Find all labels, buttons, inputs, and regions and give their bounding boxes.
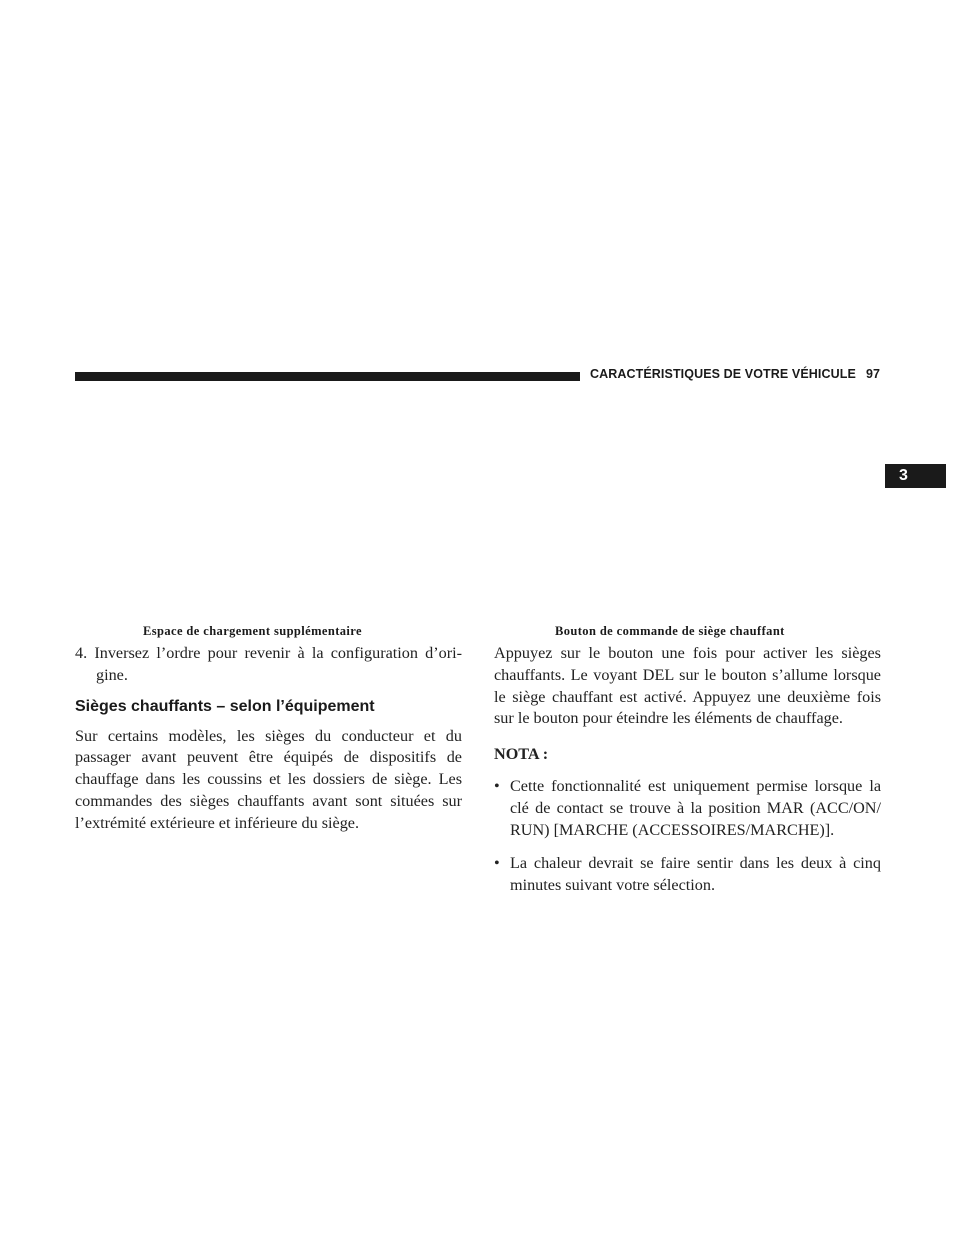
note-bullet [494,776,881,841]
running-header-title: CARACTÉRISTIQUES DE VOTRE VÉHICULE [590,367,856,381]
step-item [75,643,462,687]
header-rule [75,372,580,381]
figure-caption-left: Espace de chargement supplémentaire [143,624,362,638]
note-bullet [494,853,881,897]
bullet-marker: • [494,776,500,795]
body-paragraph: Appuyez sur le bouton une fois pour activer les sièges chauffants. Le voyant DEL sur le bouton s’allume lorsque le siège chauffant est activé. Appuyez une deuxième fois sur le bouton pour éteindre les éléments de chauffage. [494,644,881,728]
body-paragraph: Sur certains modèles, les sièges du conducteur et du passager avant peuvent être équipés de dispositifs de chauffage dans les coussins et les dossiers de siège. Les commandes des sièges chauffants avant sont situées sur l’extrémité extérieure et inférieure du siège. [75,726,462,832]
section-heading: Sièges chauffants – selon l’équipement [75,697,375,715]
right-column [494,643,881,897]
step-text: Inversez l’ordre pour revenir à la configuration d’ori-gine. [94,644,462,684]
page-number: 97 [866,367,880,381]
bullet-marker: • [494,854,500,873]
bullet-text: Cette fonctionnalité est uniquement permise lorsque la clé de contact se trouve à la position MAR (ACC/ON/ RUN) [MARCHE (ACCESSOIRES/MARCHE)]. [510,776,881,839]
note-label: NOTA : [494,745,549,764]
step-number: 4. [75,644,88,662]
chapter-tab [885,464,946,488]
left-column [75,643,462,835]
figure-caption-right: Bouton de commande de siège chauffant [555,624,785,638]
bullet-text: La chaleur devrait se faire sentir dans les deux à cinq minutes suivant votre sélection. [510,854,881,895]
chapter-tab-number: 3 [899,467,908,484]
